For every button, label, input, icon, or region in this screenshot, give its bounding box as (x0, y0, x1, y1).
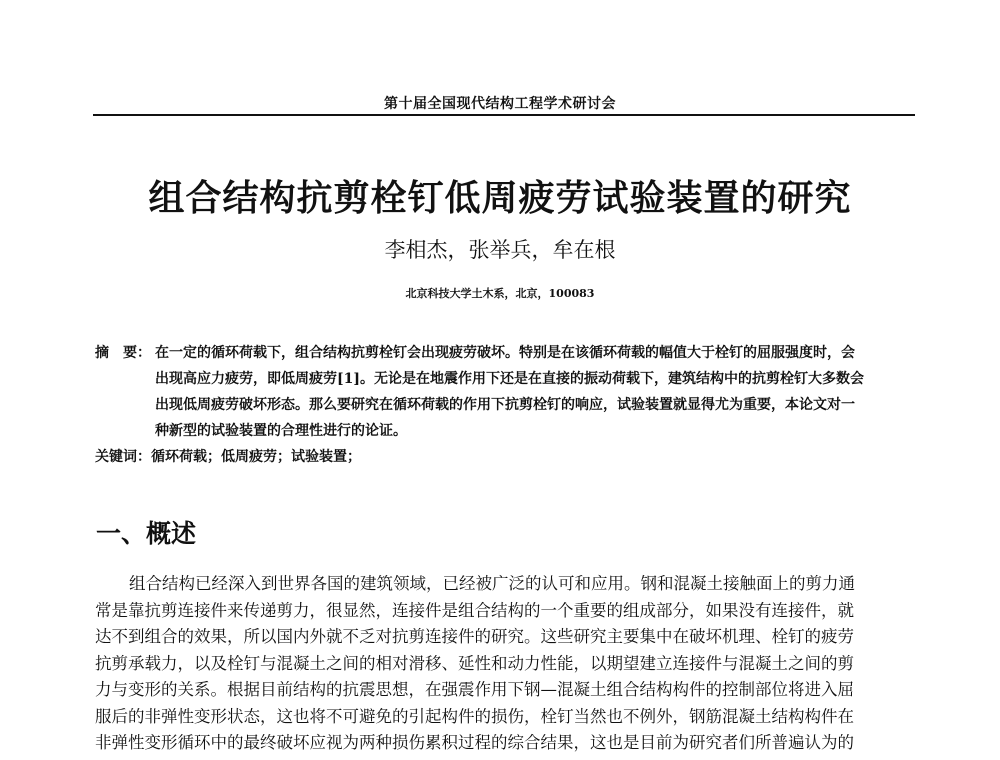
paper-affiliation: 北京科技大学土木系，北京，100083 (405, 287, 595, 300)
paper-title: 组合结构抗剪栓钉低周疲劳试验装置的研究 (148, 178, 852, 219)
paper-authors: 李相杰，张举兵，牟在根 (384, 238, 616, 262)
keywords-label: 关键词： (95, 449, 151, 465)
running-header: 第十届全国现代结构工程学术研讨会 (384, 96, 616, 112)
abstract-line: 种新型的试验装置的合理性进行的论证。 (155, 423, 407, 439)
body-line: 抗剪承载力，以及栓钉与混凝土之间的相对滑移、延性和动力性能，以期望建立连接件与混凝土之间的剪 (95, 653, 854, 673)
abstract-line: 出现低周疲劳破坏形态。那么要研究在循环荷载的作用下抗剪栓钉的响应，试验装置就显得尤为重要，本论文对一 (155, 397, 855, 413)
section-heading: 一、概述 (96, 519, 197, 548)
header-divider (93, 114, 915, 116)
abstract-label: 摘 要： (95, 345, 151, 361)
abstract-line: 出现高应力疲劳，即低周疲劳[1]。无论是在地震作用下还是在直接的振动荷载下，建筑结构中的抗剪栓钉大多数会 (155, 371, 864, 387)
body-line: 达不到组合的效果，所以国内外就不乏对抗剪连接件的研究。这些研究主要集中在破坏机理、栓钉的疲劳 (95, 627, 854, 646)
abstract-line: 在一定的循环荷载下，组合结构抗剪栓钉会出现疲劳破坏。特别是在该循环荷载的幅值大于栓钉的屈服强度时，会 (155, 345, 855, 361)
body-line: 非弹性变形循环中的最终破坏应视为两种损伤累积过程的综合结果，这也是目前为研究者们所普遍认为的 (95, 733, 854, 752)
body-paragraph (95, 571, 915, 757)
keywords (95, 444, 361, 470)
abstract-body (155, 340, 921, 444)
body-line: 服后的非弹性变形状态，这也将不可避免的引起构件的损伤，栓钉当然也不例外，钢筋混凝土结构构件在 (95, 706, 854, 726)
keywords-text: 循环荷载；低周疲劳；试验装置； (151, 449, 361, 465)
body-line: 力与变形的关系。根据目前结构的抗震思想，在强震作用下钢—混凝土组合结构构件的控制部位将进入屈 (95, 680, 854, 699)
body-line: 组合结构已经深入到世界各国的建筑领域，已经被广泛的认可和应用。钢和混凝土接触面上的剪力通 (129, 574, 855, 593)
body-line: 常是靠抗剪连接件来传递剪力，很显然，连接件是组合结构的一个重要的组成部分，如果没有连接件，就 (95, 600, 854, 620)
